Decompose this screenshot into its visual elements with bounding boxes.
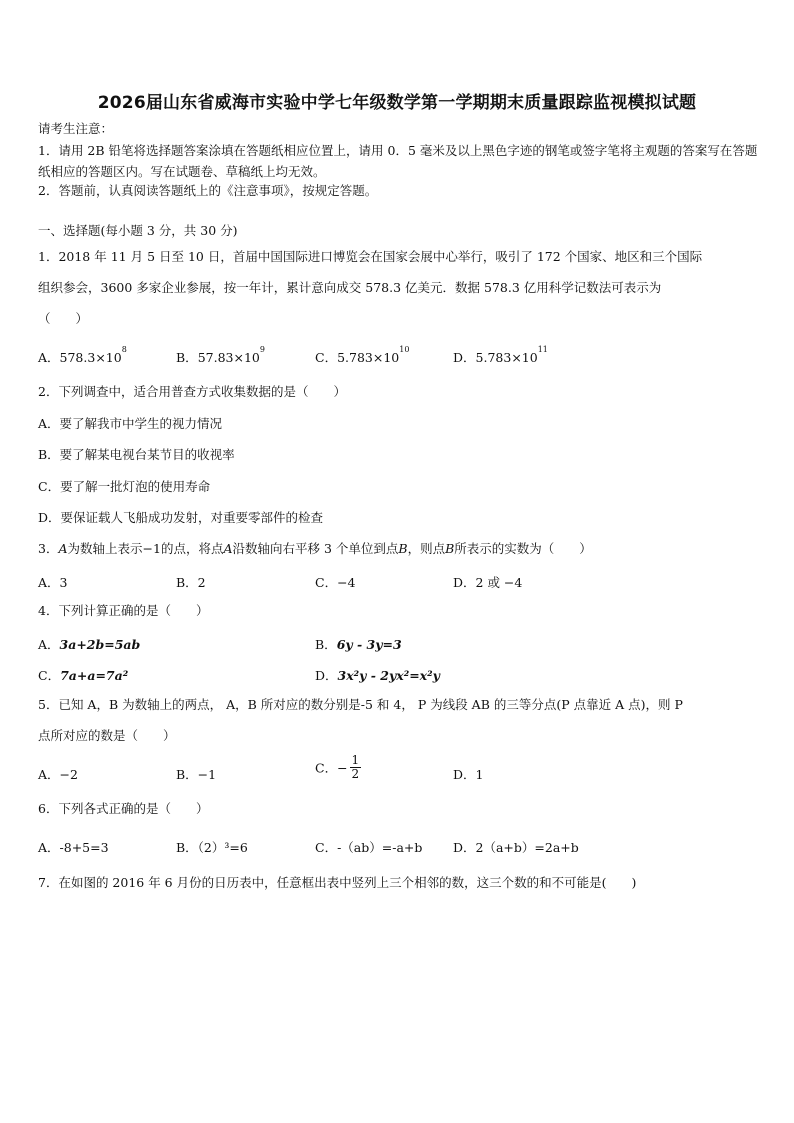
question-1-option-d[interactable]: [453, 345, 548, 366]
option-expression: 7a+a=7a²: [60, 668, 129, 683]
question-4-stem: 4．下列计算正确的是（ ）: [38, 603, 209, 618]
notice-heading: 请考生注意：: [38, 121, 114, 136]
exponent: 11: [537, 345, 548, 354]
question-2-stem: 2．下列调查中，适合用普查方式收集数据的是（ ）: [38, 384, 346, 399]
notice-item-1: 1．请用 2B 铅笔将选择题答案涂填在答题纸相应位置上，请用 0．5 毫米及以上黑色字迹的钢笔或签字笔将主观题的答案写在答题纸相应的答题区内。写在试题卷、草稿纸上均无效。: [38, 143, 758, 179]
page-title: 2026届山东省威海市实验中学七年级数学第一学期期末质量跟踪监视模拟试题: [97, 93, 697, 113]
fraction-numerator: 1: [351, 753, 360, 767]
question-1-line-2: 组织参会，3600 多家企业参展，按一年计，累计意向成交 578.3 亿美元．数据 578.3 亿用科学记数法可表示为: [38, 280, 662, 295]
exponent: 8: [121, 345, 127, 354]
question-6-option-b[interactable]: B．（2）³=6: [176, 840, 248, 855]
fraction: [350, 754, 362, 781]
question-5-option-d[interactable]: D．1: [453, 767, 484, 782]
option-letter: A．: [38, 350, 60, 365]
question-3-option-a[interactable]: A．3: [38, 575, 68, 590]
question-1-line-3: （ ）: [38, 311, 89, 326]
notice-item-2: 2．答题前，认真阅读答题纸上的《注意事项》，按规定答题。: [38, 183, 378, 198]
stem-text: 沿数轴向右平移 3 个单位到点: [232, 541, 399, 556]
stem-text: ，则点: [407, 541, 446, 556]
question-5-option-a[interactable]: A．−2: [38, 767, 78, 782]
option-letter: C．−: [315, 760, 348, 776]
question-4-option-d[interactable]: [315, 666, 440, 684]
question-2-option-a[interactable]: A．要了解我市中学生的视力情况: [38, 416, 223, 431]
fraction-denominator: 2: [351, 767, 360, 781]
question-4-option-b[interactable]: [315, 635, 402, 653]
exponent: 10: [399, 345, 410, 354]
section-heading: 一、选择题(每小题 3 分，共 30 分): [38, 223, 238, 238]
question-1-line-1: 1．2018 年 11 月 5 日至 10 日，首届中国国际进口博览会在国家会展中心举行，吸引了 172 个国家、地区和三个国际: [38, 249, 703, 264]
point-label: B: [445, 541, 455, 556]
option-value: 5.783×10: [475, 350, 538, 365]
question-3-option-c[interactable]: C．−4: [315, 575, 356, 590]
stem-text: 的点，将点: [160, 541, 224, 556]
number-value: −1: [142, 541, 161, 556]
question-6-option-a[interactable]: A．-8+5=3: [38, 840, 109, 855]
option-letter: A．: [38, 637, 60, 652]
option-expression: 3x²y - 2yx²=x²y: [337, 668, 440, 683]
option-letter: D．: [315, 668, 338, 683]
option-value: 5.783×10: [337, 350, 400, 365]
option-expression: 3a+2b=5ab: [59, 637, 141, 652]
question-2-option-b[interactable]: B．要了解某电视台某节目的收视率: [38, 447, 235, 462]
point-label: B: [398, 541, 408, 556]
stem-text: 为数轴上表示: [67, 541, 143, 556]
option-letter: B．: [176, 350, 198, 365]
option-letter: B．: [315, 637, 337, 652]
question-4-option-a[interactable]: [38, 635, 140, 653]
question-3-option-d[interactable]: D．2 或 −4: [453, 575, 523, 590]
stem-text: 所表示的实数为（ ）: [454, 541, 592, 556]
option-letter: C．: [315, 350, 338, 365]
question-5-option-c[interactable]: [315, 754, 361, 781]
question-5-line-2: 点所对应的数是（ ）: [38, 728, 176, 743]
question-6-option-d[interactable]: D．2（a+b）=2a+b: [453, 840, 579, 855]
question-4-option-c[interactable]: [38, 666, 128, 684]
question-number: 3．: [38, 541, 59, 556]
question-3-stem: [38, 541, 592, 557]
question-6-option-c[interactable]: C．-（ab）=-a+b: [315, 840, 423, 855]
question-5-line-1: 5．已知 A，B 为数轴上的两点， A，B 所对应的数分别是-5 和 4， P 为线段 AB 的三等分点(P 点靠近 A 点)，则 P: [38, 697, 683, 712]
option-letter: D．: [453, 350, 476, 365]
question-1-option-c[interactable]: [315, 345, 410, 366]
exponent: 9: [259, 345, 265, 354]
option-letter: C．: [38, 668, 61, 683]
question-5-option-b[interactable]: B．−1: [176, 767, 217, 782]
option-expression: 6y - 3y=3: [336, 637, 402, 652]
question-1-option-a[interactable]: [38, 345, 127, 366]
question-6-stem: 6．下列各式正确的是（ ）: [38, 801, 209, 816]
option-value: 57.83×10: [197, 350, 260, 365]
question-2-option-c[interactable]: C．要了解一批灯泡的使用寿命: [38, 479, 211, 494]
option-value: 578.3×10: [59, 350, 122, 365]
question-2-option-d[interactable]: D．要保证载人飞船成功发射，对重要零部件的检查: [38, 510, 324, 525]
point-label: A: [223, 541, 233, 556]
question-3-option-b[interactable]: B．2: [176, 575, 206, 590]
question-7-stem: 7．在如图的 2016 年 6 月份的日历表中，任意框出表中竖列上三个相邻的数，这三个数的和不可能是( ): [38, 875, 637, 890]
point-label: A: [58, 541, 68, 556]
question-1-option-b[interactable]: [176, 345, 265, 366]
